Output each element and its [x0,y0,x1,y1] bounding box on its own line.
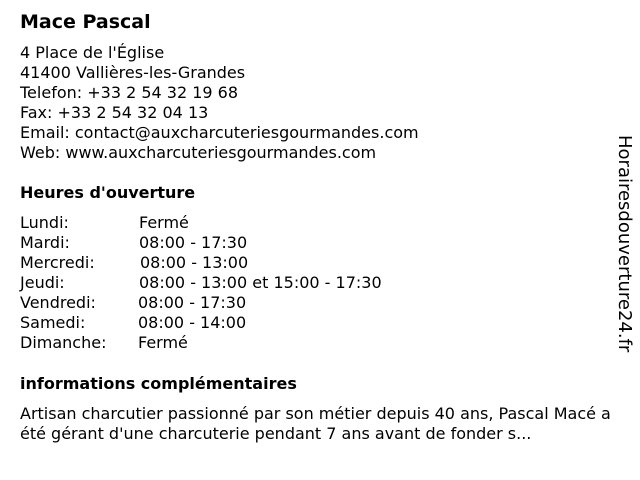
day-label: Jeudi: [20,273,65,292]
email-line: Email: contact@auxcharcuteriesgourmandes.com [20,123,419,142]
site-watermark: Horairesdouverture24.fr [614,135,635,353]
time-value: 08:00 - 14:00 [138,313,247,332]
day-label: Mercredi: [20,253,95,272]
day-label: Samedi: [20,313,86,332]
day-label: Mardi: [20,233,70,252]
address-line-city: 41400 Vallières-les-Grandes [20,63,246,82]
description-text: Artisan charcutier passionné par son métier depuis 40 ans, Pascal Macé a été gérant d'une charcuterie pendant 7 ans avant de fonder s... [20,404,611,443]
contact-block [20,43,419,163]
time-value: Fermé [138,333,188,352]
phone-line: Telefon: +33 2 54 32 19 68 [20,83,239,102]
time-value: Fermé [139,213,189,232]
day-label: Vendredi: [20,293,96,312]
time-value: 08:00 - 13:00 [140,253,249,272]
info-heading: informations complémentaires [20,374,297,393]
business-name: Mace Pascal [20,11,151,33]
day-label: Dimanche: [20,333,107,352]
time-value: 08:00 - 17:30 [138,293,247,312]
address-line-street: 4 Place de l'Église [20,43,165,62]
time-value: 08:00 - 13:00 et 15:00 - 17:30 [139,273,382,292]
day-label: Lundi: [20,213,69,232]
web-line: Web: www.auxcharcuteriesgourmandes.com [20,143,377,162]
time-value: 08:00 - 17:30 [139,233,248,252]
hours-heading: Heures d'ouverture [20,183,196,202]
fax-line: Fax: +33 2 54 32 04 13 [20,103,209,122]
